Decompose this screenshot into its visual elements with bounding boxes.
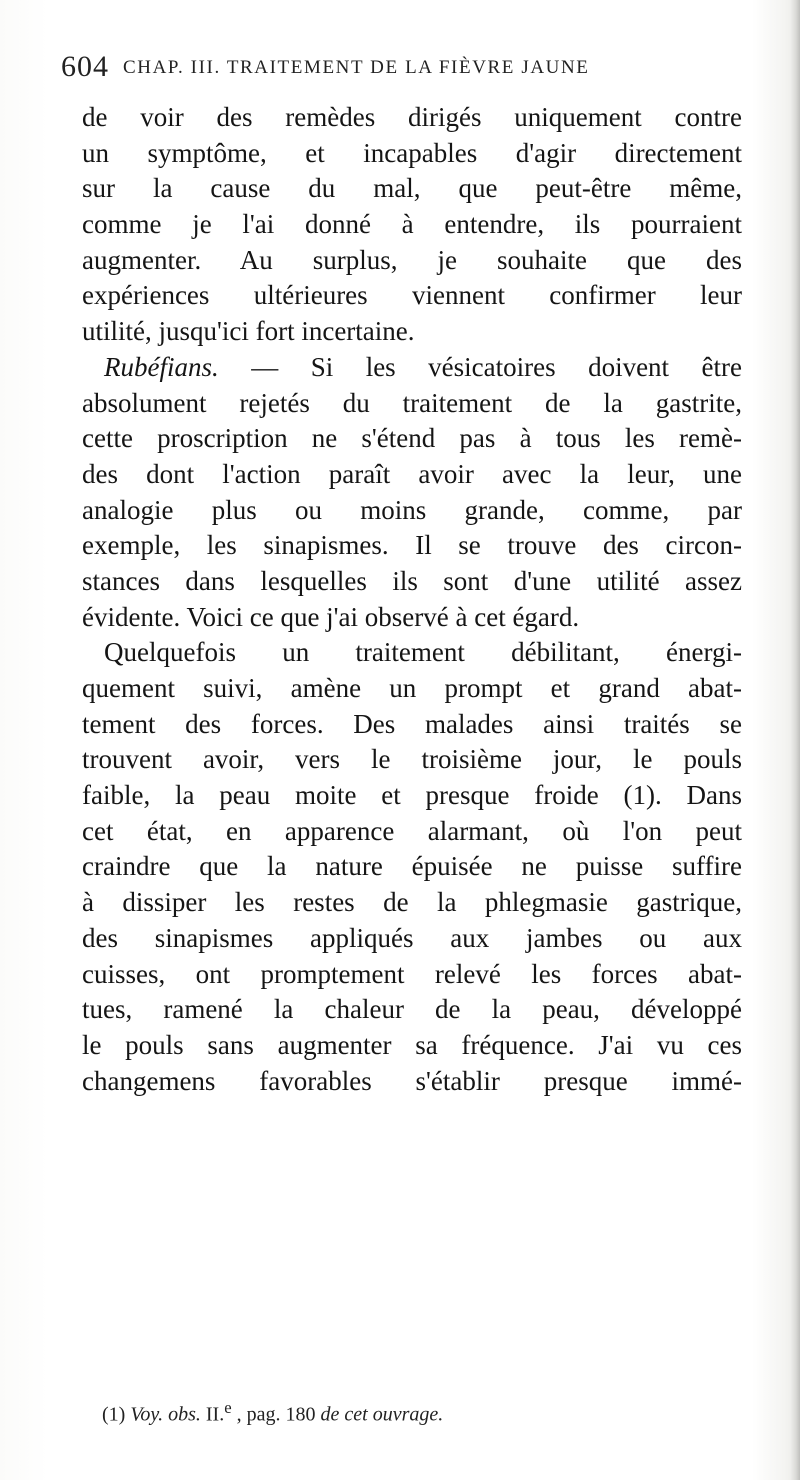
- text-line: tues, ramené la chaleur de la peau, développé: [82, 994, 742, 1025]
- text-line: tement des forces. Des malades ainsi traités se: [82, 708, 742, 739]
- text-line: absolument rejetés du traitement de la gastrite,: [82, 387, 742, 418]
- rubefians-paragraph-start: [82, 350, 742, 386]
- page-number: 604: [61, 50, 109, 83]
- footnote-voy: Voy. obs.: [130, 1403, 201, 1426]
- text-line: des dont l'action paraît avoir avec la leur, une: [82, 458, 742, 489]
- text-line: sur la cause du mal, que peut-être même,: [82, 173, 742, 204]
- text-line: faible, la peau moite et presque froide (1). Dans: [82, 780, 742, 811]
- text-line: quement suivi, amène un prompt et grand abat-: [82, 673, 742, 703]
- page-edge-shadow: [790, 0, 800, 1480]
- text-line: stances dans lesquelles ils sont d'une utilité assez: [82, 565, 742, 596]
- text-line: analogie plus ou moins grande, comme, par: [82, 494, 742, 525]
- text-line: cet état, en apparence alarmant, où l'on peut: [82, 815, 742, 846]
- text-fragment: — Si les vésicatoires doivent être: [218, 351, 742, 382]
- text-line: cette proscription ne s'étend pas à tous les remè-: [82, 423, 742, 454]
- text-line: trouvent avoir, vers le troisième jour, le pouls: [82, 744, 742, 775]
- page-header: [61, 50, 751, 90]
- section-label-rubefians: Rubéfians.: [104, 351, 219, 382]
- footnote: [102, 1398, 722, 1427]
- text-line: à dissiper les restes de la phlegmasie gastrique,: [82, 887, 742, 918]
- text-line: augmenter. Au surplus, je souhaite que des: [82, 244, 742, 275]
- text-line: évidente. Voici ce que j'ai observé à cet égard.: [82, 601, 580, 632]
- text-line: Quelquefois un traitement débilitant, énergi-: [104, 637, 742, 668]
- text-line: des sinapismes appliqués aux jambes ou aux: [82, 922, 742, 953]
- footnote-ref: II.: [200, 1403, 225, 1426]
- text-line: utilité, jusqu'ici fort incertaine.: [82, 316, 415, 347]
- text-line: exemple, les sinapismes. Il se trouve des circon-: [82, 530, 742, 561]
- text-line: changemens favorables s'établir presque immé-: [82, 1065, 742, 1096]
- text-line: de voir des remèdes dirigés uniquement contre: [82, 102, 742, 132]
- footnote-sup: e: [224, 1398, 232, 1417]
- text-line: le pouls sans augmenter sa fréquence. J'ai vu ces: [82, 1029, 742, 1060]
- footnote-page: , pag. 180: [231, 1403, 321, 1426]
- footnote-marker: (1): [102, 1403, 131, 1426]
- text-line: un symptôme, et incapables d'agir directement: [82, 137, 742, 168]
- footnote-rest: de cet ouvrage.: [320, 1403, 444, 1426]
- running-head: CHAP. III. TRAITEMENT DE LA FIÈVRE JAUNE: [123, 57, 590, 78]
- text-line: expériences ultérieures viennent confirmer leur: [82, 280, 742, 311]
- text-line: cuisses, ont promptement relevé les forces abat-: [82, 958, 742, 989]
- text-line: comme je l'ai donné à entendre, ils pourraient: [82, 209, 742, 240]
- text-line: craindre que la nature épuisée ne puisse suffire: [82, 851, 742, 882]
- body-text: [82, 100, 742, 1099]
